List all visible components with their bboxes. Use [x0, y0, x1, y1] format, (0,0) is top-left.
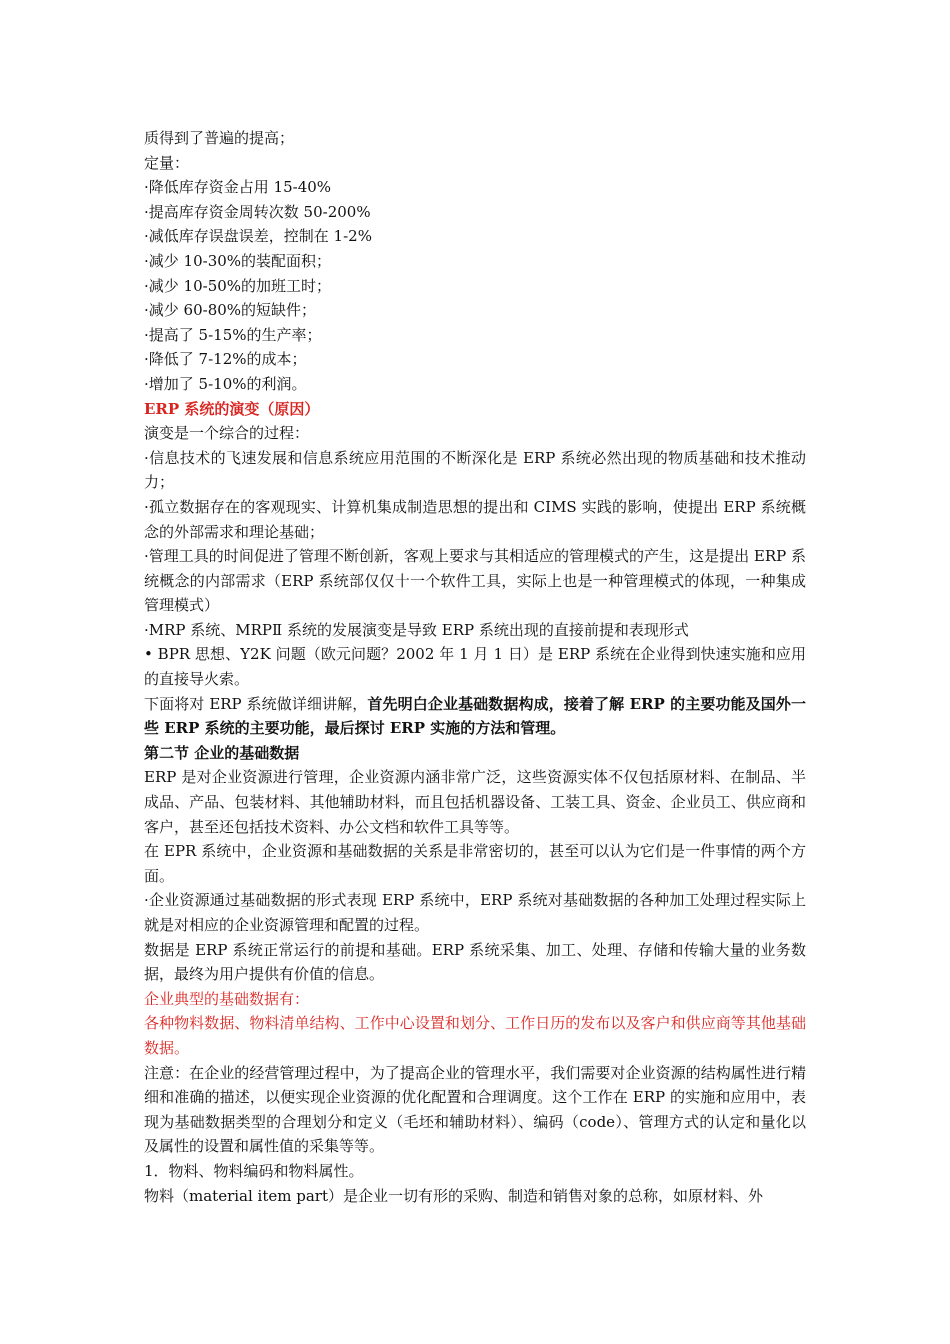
- list-item: ·减少 60-80%的短缺件；: [144, 301, 317, 320]
- list-item: ·降低了 7-12%的成本；: [144, 350, 307, 369]
- body-paragraph: 物料（material item part）是企业一切有形的采购、制造和销售对象的总称，如原材料、外: [144, 1186, 763, 1205]
- evolution-point: ·MRP 系统、MRPⅡ 系统的发展演变是导致 ERP 系统出现的直接前提和表现形式: [144, 620, 689, 639]
- body-paragraph: 在 EPR 系统中，企业资源和基础数据的关系是非常密切的，甚至可以认为它们是一件事情的两个方面。: [144, 842, 806, 885]
- list-item: ·增加了 5-10%的利润。: [144, 374, 307, 393]
- evolution-point: • BPR 思想、Y2K 问题（欧元问题？2002 年 1 月 1 日）是 ERP 系统在企业得到快速实施和应用的直接导火索。: [144, 645, 806, 689]
- evolution-point: ·孤立数据存在的客观现实、计算机集成制造思想的提出和 CIMS 实践的影响，使提出 ERP 系统概念的外部需求和理论基础；: [144, 497, 806, 541]
- body-paragraph: 注意：在企业的经营管理过程中，为了提高企业的管理水平，我们需要对企业资源的结构属性进行精细和准确的描述，以便实现企业资源的优化配置和合理调度。这个工作在 ERP 的实施和应用中，表现为基础数据类型的合理划分和定义（毛坯和辅助材料）、编码（code）、管理方式的认定和量化以及属性的设置和属性值的采集等等。: [144, 1063, 806, 1156]
- lead-in-bold: 首先明白企业基础数据构成，接着了解 ERP 的主要功能及国外一些 ERP 系统的主要功能，最后探讨 ERP 实施的方法和管理。: [144, 694, 806, 738]
- highlight-paragraph: 企业典型的基础数据有：: [144, 989, 310, 1008]
- document-body: [144, 126, 806, 1208]
- text-line: 定量：: [144, 153, 190, 172]
- lead-in-normal: 下面将对 ERP 系统做详细讲解，: [144, 694, 368, 713]
- list-item: ·减少 10-50%的加班工时；: [144, 276, 332, 295]
- evolution-point: ·管理工具的时间促进了管理不断创新，客观上要求与其相适应的管理模式的产生，这是提出 ERP 系统概念的内部需求（ERP 系统部仅仅十一个软件工具，实际上也是一种管理模式的体现，一种集成管理模式）: [144, 547, 806, 615]
- evolution-point: ·信息技术的飞速发展和信息系统应用范围的不断深化是 ERP 系统必然出现的物质基础和技术推动力；: [144, 448, 806, 492]
- body-paragraph: 数据是 ERP 系统正常运行的前提和基础。ERP 系统采集、加工、处理、存储和传输大量的业务数据，最终为用户提供有价值的信息。: [144, 940, 806, 984]
- list-item: ·提高了 5-15%的生产率；: [144, 325, 322, 344]
- lead-in-paragraph: [144, 692, 806, 741]
- body-paragraph: ERP 是对企业资源进行管理，企业资源内涵非常广泛，这些资源实体不仅包括原材料、在制品、半成品、产品、包装材料、其他辅助材料，而且包括机器设备、工装工具、资金、企业员工、供应商和客户，甚至还包括技术资料、办公文档和软件工具等等。: [144, 768, 806, 836]
- list-item: ·提高库存资金周转次数 50-200%: [144, 202, 371, 221]
- evolution-intro: 演变是一个综合的过程：: [144, 424, 310, 443]
- text-line: 质得到了普遍的提高；: [144, 129, 295, 147]
- list-item: ·降低库存资金占用 15-40%: [144, 178, 332, 197]
- list-item: ·减少 10-30%的装配面积；: [144, 251, 332, 270]
- list-item: ·减低库存误盘误差，控制在 1-2%: [144, 227, 372, 246]
- section-title: 第二节 企业的基础数据: [144, 743, 300, 762]
- subsection-title: 1．物料、物料编码和物料属性。: [144, 1161, 364, 1180]
- heading-erp-evolution: ERP 系统的演变（原因）: [144, 399, 320, 418]
- body-paragraph: ·企业资源通过基础数据的形式表现 ERP 系统中，ERP 系统对基础数据的各种加工处理过程实际上就是对相应的企业资源管理和配置的过程。: [144, 891, 806, 934]
- highlight-paragraph: 各种物料数据、物料清单结构、工作中心设置和划分、工作日历的发布以及客户和供应商等其他基础数据。: [144, 1014, 806, 1057]
